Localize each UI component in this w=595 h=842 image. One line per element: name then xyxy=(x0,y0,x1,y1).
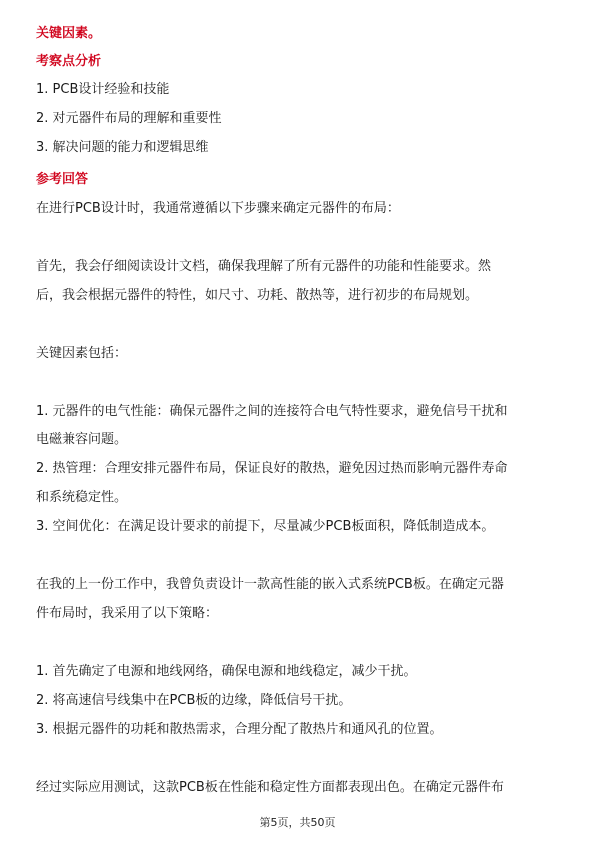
factor-item-line: 和系统稳定性。 xyxy=(36,490,128,505)
answer-intro: 在进行PCB设计时，我通常遵循以下步骤来确定元器件的布局： xyxy=(36,201,400,216)
experience-line: 在我的上一份工作中，我曾负责设计一款高性能的嵌入式系统PCB板。在确定元器 xyxy=(36,577,504,592)
analysis-heading: 考察点分析 xyxy=(36,54,102,69)
key-factors-heading: 关键因素。 xyxy=(36,26,102,41)
factor-item-line: 1. 元器件的电气性能：确保元器件之间的连接符合电气特性要求，避免信号干扰和 xyxy=(36,404,508,419)
factor-item-line: 3. 空间优化：在满足设计要求的前提下，尽量减少PCB板面积，降低制造成本。 xyxy=(36,519,495,534)
experience-line: 件布局时，我采用了以下策略： xyxy=(36,606,219,621)
page-indicator: 第5页，共50页 xyxy=(259,816,336,829)
answer-paragraph-line: 首先，我会仔细阅读设计文档，确保我理解了所有元器件的功能和性能要求。然 xyxy=(36,259,492,274)
factor-item-line: 2. 热管理：合理安排元器件布局，保证良好的散热，避免因过热而影响元器件寿命 xyxy=(36,461,508,476)
strategy-item: 2. 将高速信号线集中在PCB板的边缘，降低信号干扰。 xyxy=(36,693,352,708)
answer-paragraph-line: 后，我会根据元器件的特性，如尺寸、功耗、散热等，进行初步的布局规划。 xyxy=(36,288,479,303)
strategy-item: 1. 首先确定了电源和地线网络，确保电源和地线稳定，减少干扰。 xyxy=(36,664,417,679)
reference-answer-heading: 参考回答 xyxy=(36,172,89,187)
factor-item-line: 电磁兼容问题。 xyxy=(36,432,128,447)
strategy-item: 3. 根据元器件的功耗和散热需求，合理分配了散热片和通风孔的位置。 xyxy=(36,722,443,737)
key-factors-intro: 关键因素包括： xyxy=(36,346,128,361)
analysis-point: 2. 对元器件布局的理解和重要性 xyxy=(36,111,222,126)
analysis-point: 3. 解决问题的能力和逻辑思维 xyxy=(36,140,209,155)
conclusion-line: 经过实际应用测试，这款PCB板在性能和稳定性方面都表现出色。在确定元器件布 xyxy=(36,780,504,795)
analysis-point: 1. PCB设计经验和技能 xyxy=(36,82,170,97)
